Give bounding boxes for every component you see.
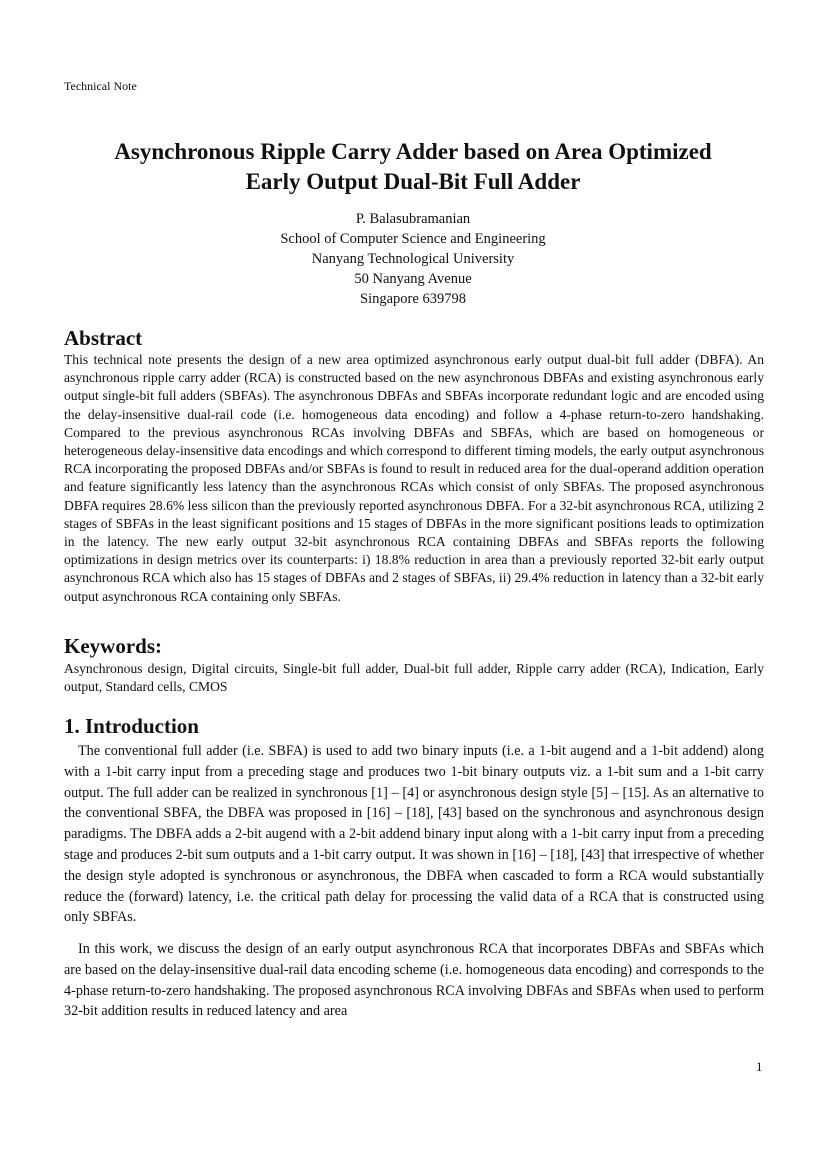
title-line-1: Asynchronous Ripple Carry Adder based on Area Optimized (114, 139, 712, 164)
affiliation-street: 50 Nanyang Avenue (354, 271, 472, 287)
author-block (40, 209, 786, 309)
introduction-paragraph-2: In this work, we discuss the design of an early output asynchronous RCA that incorporates DBFAs and SBFAs which are based on the delay-insensitive dual-rail data encoding scheme (i.e. homogeneous data encoding) and corresponds to the 4-phase return-to-zero handshaking. The proposed asynchronous RCA involving DBFAs and SBFAs when used to perform 32-bit addition results in reduced latency and area (64, 941, 764, 1020)
introduction-paragraph-1: The conventional full adder (i.e. SBFA) is used to add two binary inputs (i.e. a 1-bit augend and a 1-bit addend) along with a 1-bit carry input from a preceding stage and produces two 1-bit binary outputs viz. a 1-bit sum and a 1-bit carry output. The full adder can be realized in synchronous [1] – [4] or asynchronous design style [5] – [15]. As an alternative to the conventional SBFA, the DBFA was proposed in [16] – [18], [43] based on the synchronous and asynchronous design paradigms. The DBFA adds a 2-bit augend with a 2-bit addend binary input along with a 1-bit carry input from a preceding stage and produces 2-bit sum outputs and a 1-bit carry output. It was shown in [16] – [18], [43] that irrespective of whether the design style adopted is synchronous or asynchronous, the DBFA when cascaded to form a RCA would substantially reduce the (forward) latency, i.e. the critical path delay for processing the valid data of a RCA that is constructed using only SBFAs. (64, 743, 764, 926)
abstract-heading: Abstract (64, 326, 143, 350)
title-line-2: Early Output Dual-Bit Full Adder (245, 169, 581, 194)
keywords-text: Asynchronous design, Digital circuits, Single-bit full adder, Dual-bit full adder, Ripple carry adder (RCA), Indication, Early output, Standard cells, CMOS (64, 661, 764, 695)
author-name: P. Balasubramanian (355, 211, 471, 227)
page-number: 1 (756, 1059, 763, 1074)
paper-title (40, 137, 786, 197)
affiliation-school: School of Computer Science and Engineering (280, 231, 546, 247)
running-head: Technical Note (64, 79, 137, 93)
keywords-heading: Keywords: (64, 634, 162, 658)
affiliation-university: Nanyang Technological University (311, 251, 515, 267)
affiliation-city: Singapore 639798 (360, 291, 466, 307)
abstract-text: This technical note presents the design of a new area optimized asynchronous early output dual-bit full adder (DBFA). An asynchronous ripple carry adder (RCA) is constructed based on the new asynchronous DBFAs and existing asynchronous early output single-bit full adders (SBFAs). The asynchronous DBFAs and SBFAs incorporate redundant logic and are encoded using the delay-insensitive dual-rail code (i.e. homogeneous data encoding) and follow a 4-phase return-to-zero handshaking. Compared to the previous asynchronous RCAs involving DBFAs and SBFAs, which are based on homogeneous or heterogeneous delay-insensitive data encodings and which correspond to different timing models, the early output asynchronous RCA incorporating the proposed DBFAs and/or SBFAs is found to result in reduced area for the dual-operand addition operation and feature significantly less latency than the asynchronous RCAs which consist of only SBFAs. The proposed asynchronous DBFA requires 28.6% less silicon than the previously reported asynchronous DBFA. For a 32-bit asynchronous RCA, utilizing 2 stages of SBFAs in the least significant positions and 15 stages of DBFAs in the more significant positions leads to optimization in the latency. The new early output 32-bit asynchronous RCA containing DBFAs and SBFAs reports the following optimizations in design metrics over its counterparts: i) 18.8% reduction in area than a previously reported 32-bit early output asynchronous RCA which also has 15 stages of DBFAs and 2 stages of SBFAs, ii) 29.4% reduction in latency than a 32-bit early output asynchronous RCA containing only SBFAs. (64, 352, 764, 604)
introduction-heading: 1. Introduction (64, 714, 199, 738)
